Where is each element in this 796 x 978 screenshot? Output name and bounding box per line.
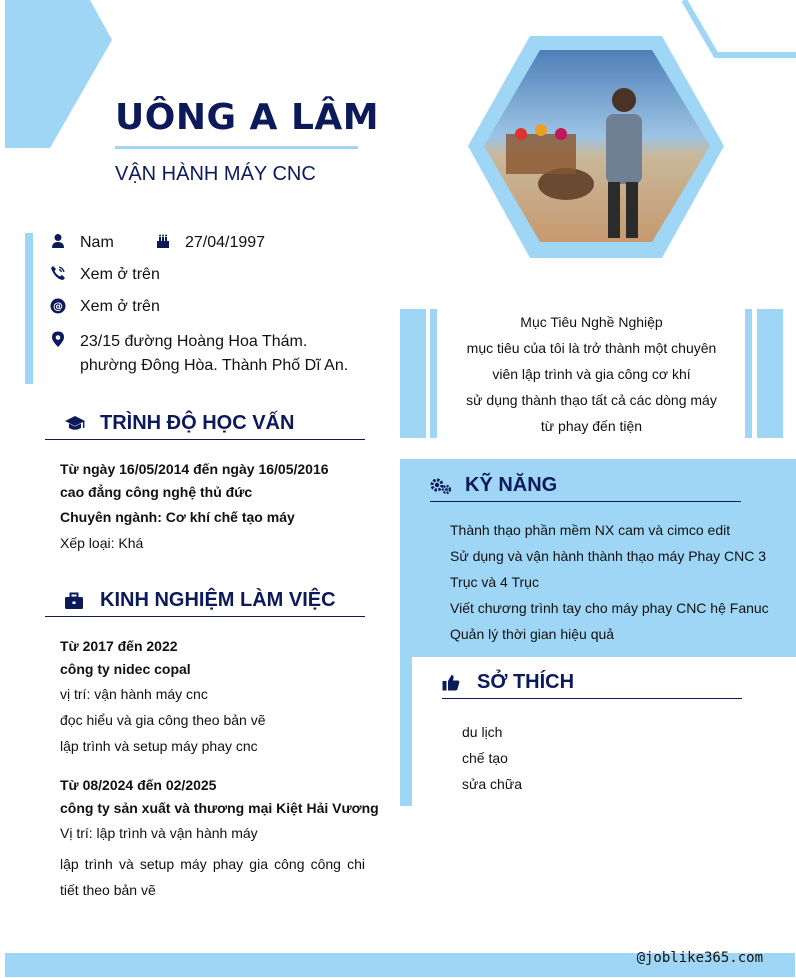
objective-title: Mục Tiêu Nghề Nghiệp (520, 314, 663, 330)
skill-item-1: Thành thạo phần mềm NX cam và cimco edit (450, 522, 731, 538)
hobby-item-2: chế tạo (462, 750, 508, 766)
address-value: 23/15 đường Hoàng Hoa Thám. phường Đông Hòa. Thành Phố Dĩ An. (80, 333, 349, 374)
email-value: Xem ở trên (80, 298, 160, 315)
phone-value: Xem ở trên (80, 266, 160, 283)
education-title: TRÌNH ĐỘ HỌC VẤN (100, 412, 295, 434)
education-school: cao đẳng công nghệ thủ đức (60, 484, 253, 500)
contact-accent-bar (25, 233, 33, 384)
objective-bar-left-1 (400, 309, 426, 438)
job-1-line-3: lập trình và setup máy phay cnc (60, 738, 258, 754)
job-1-company: công ty nidec copal (60, 661, 191, 677)
objective-bar-right-1 (745, 309, 752, 438)
objective-line-3: sử dụng thành thạo tất cả các dòng máy (466, 392, 717, 408)
hobbies-title: SỞ THÍCH (477, 671, 575, 693)
job-2-line-2: lập trình và setup máy phay gia công công chi tiết theo bản vẽ (60, 856, 365, 898)
objective-line-4: từ phay đến tiện (540, 418, 643, 434)
birthday-value: 27/04/1997 (185, 234, 266, 251)
briefcase-icon (64, 592, 84, 610)
experience-divider (45, 616, 365, 617)
skill-item-5: Quản lý thời gian hiệu quả (450, 626, 615, 642)
education-major: Chuyên ngành: Cơ khí chế tạo máy (60, 509, 295, 525)
objective-bar-right-2 (757, 309, 783, 438)
job-2-period: Từ 08/2024 đến 02/2025 (60, 777, 217, 793)
corner-decoration-left (0, 0, 120, 150)
skill-item-2: Sử dụng và vận hành thành thạo máy Phay CNC 3 (450, 548, 767, 564)
job-2-line-1: Vị trí: lập trình và vận hành máy (60, 825, 258, 841)
skills-divider (430, 501, 741, 502)
job-1-period: Từ 2017 đến 2022 (60, 638, 178, 654)
hobbies-divider (442, 698, 742, 699)
gears-icon (430, 477, 452, 495)
education-divider (45, 439, 365, 440)
job-1-line-1: vị trí: vận hành máy cnc (60, 686, 208, 702)
svg-text:@: @ (53, 301, 63, 313)
cake-icon (155, 233, 171, 249)
objective-bar-left-2 (430, 309, 437, 438)
skill-item-4: Viết chương trình tay cho máy phay CNC hệ Fanuc (450, 600, 769, 616)
location-icon (50, 331, 66, 347)
name-underline (115, 146, 358, 149)
objective-line-1: mục tiêu của tôi là trở thành một chuyên (466, 340, 717, 356)
job-1-line-2: đọc hiểu và gia công theo bản vẽ (60, 712, 266, 728)
job-position: VẬN HÀNH MÁY CNC (115, 163, 316, 185)
thumbs-up-icon (442, 674, 460, 691)
footer-watermark: @joblike365.com (636, 950, 763, 966)
email-icon (50, 298, 66, 314)
objective-line-2: viên lập trình và gia công cơ khí (492, 366, 691, 382)
user-icon (50, 233, 66, 249)
profile-photo (466, 34, 726, 260)
graduation-cap-icon (64, 415, 86, 433)
hobby-item-1: du lịch (462, 724, 503, 740)
gender-value: Nam (80, 234, 114, 251)
hobby-item-3: sửa chữa (462, 776, 522, 792)
phone-icon (50, 265, 66, 281)
skills-title: KỸ NĂNG (465, 474, 558, 496)
candidate-name: UÔNG A LÂM (115, 97, 380, 138)
experience-title: KINH NGHIỆM LÀM VIỆC (100, 589, 336, 611)
hobbies-accent-bar (400, 657, 412, 806)
skill-item-3: Trục và 4 Trục (450, 574, 539, 590)
education-period: Từ ngày 16/05/2014 đến ngày 16/05/2016 (60, 461, 329, 477)
education-grade: Xếp loại: Khá (60, 535, 144, 551)
job-2-company: công ty sản xuất và thương mại Kiệt Hải Vương (60, 800, 379, 816)
